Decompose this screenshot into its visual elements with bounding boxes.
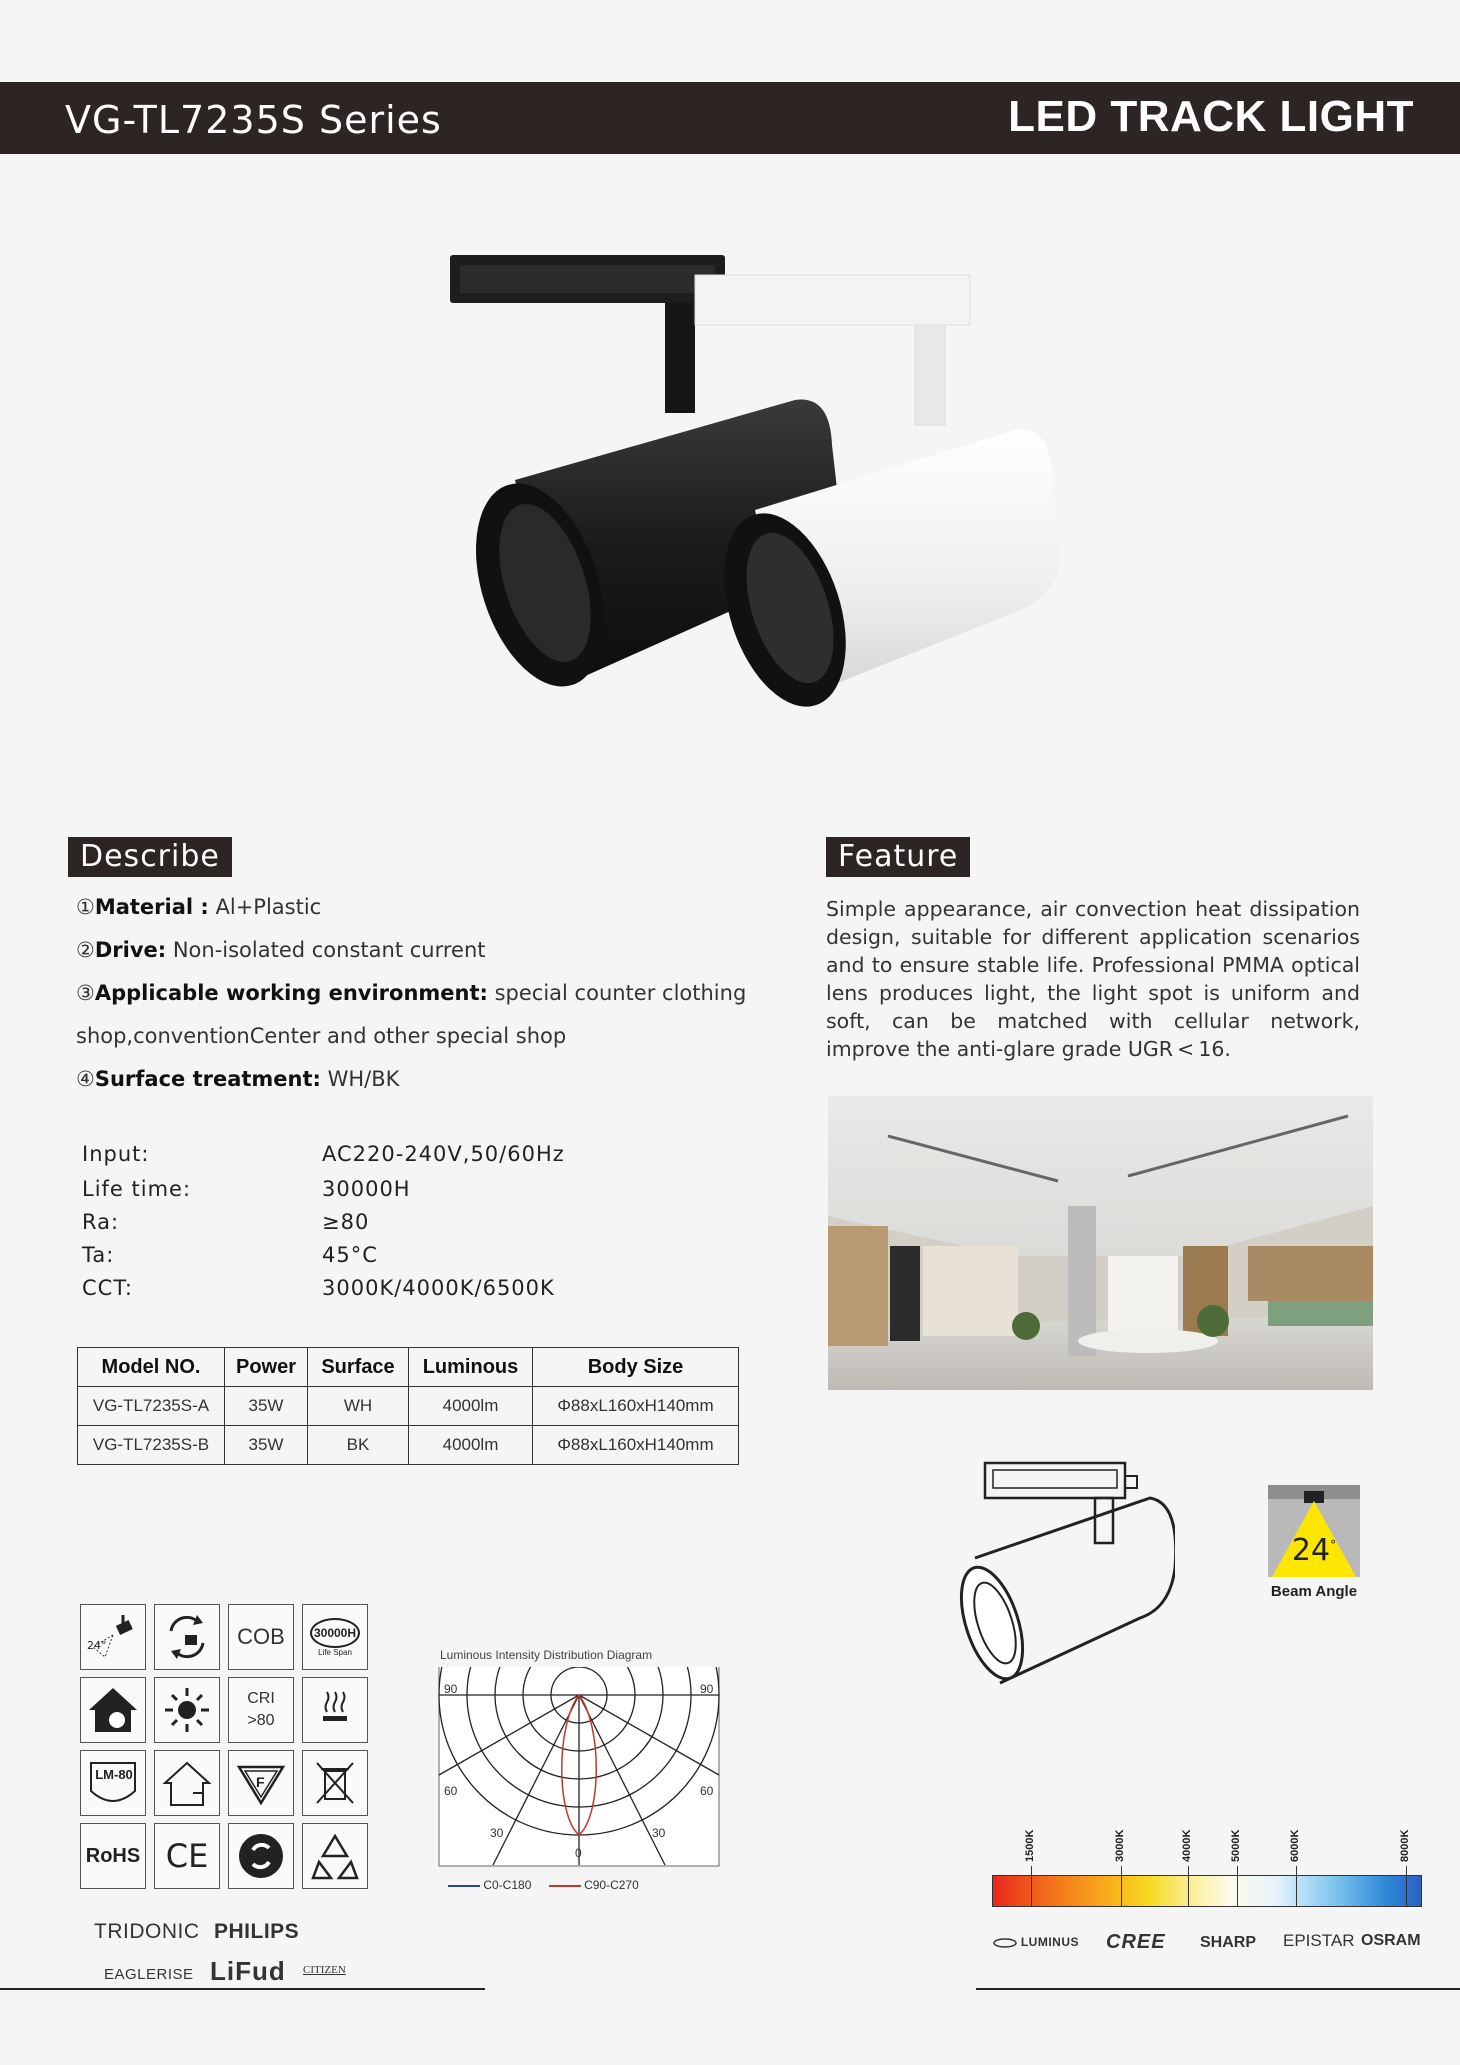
spec-ta-label: Ta: bbox=[82, 1243, 115, 1267]
describe-environment-cont: shop,conventionCenter and other special shop bbox=[76, 1024, 567, 1048]
legend-swatch-c0 bbox=[448, 1885, 480, 1887]
cct-mark: 4000K bbox=[1181, 1829, 1193, 1862]
beam-icon-text: 24° bbox=[87, 1639, 107, 1652]
footer-line-right bbox=[976, 1988, 1460, 1990]
luminus-logo-icon bbox=[993, 1938, 1017, 1948]
feature-heading: Feature bbox=[826, 837, 970, 877]
describe-environment: ③Applicable working environment: special counter clothing bbox=[76, 981, 747, 1005]
spec-input-value: AC220-240V,50/60Hz bbox=[322, 1142, 565, 1166]
cct-mark: 1500K bbox=[1024, 1829, 1036, 1862]
cell: VG-TL7235S-B bbox=[78, 1426, 225, 1465]
product-type-title: LED TRACK LIGHT bbox=[1008, 92, 1414, 141]
ce-icon: CE bbox=[154, 1823, 220, 1889]
brand-cree: CREE bbox=[1106, 1931, 1166, 1953]
svg-text:F: F bbox=[256, 1774, 265, 1790]
spec-life-value: 30000H bbox=[322, 1177, 411, 1201]
table-row bbox=[78, 1387, 739, 1426]
product-photo bbox=[400, 245, 1070, 715]
spec-ra-value: ≥80 bbox=[322, 1210, 370, 1234]
beam-angle-label: Beam Angle bbox=[1270, 1583, 1358, 1600]
footer-line-left bbox=[0, 1988, 485, 1990]
energy-saving-icon bbox=[228, 1823, 294, 1889]
legend-c90: C90-C270 bbox=[584, 1878, 639, 1892]
spec-cct-label: CCT: bbox=[82, 1276, 133, 1300]
spec-ta-value: 45°C bbox=[322, 1243, 378, 1267]
spec-ra-label: Ra: bbox=[82, 1210, 120, 1234]
spec-cct-value: 3000K/4000K/6500K bbox=[322, 1276, 555, 1300]
beam-spotlight-icon bbox=[80, 1604, 146, 1670]
cell: BK bbox=[308, 1426, 409, 1465]
sun-icon bbox=[154, 1677, 220, 1743]
col-luminous: Luminous bbox=[409, 1348, 533, 1387]
polar-angle: 0 bbox=[575, 1846, 582, 1860]
polar-legend bbox=[448, 1878, 639, 1892]
cell: 4000lm bbox=[409, 1426, 533, 1465]
rohs-icon: RoHS bbox=[80, 1823, 146, 1889]
polar-angle: 60 bbox=[444, 1784, 458, 1798]
cct-mark: 6000K bbox=[1289, 1829, 1301, 1862]
spec-input-label: Input: bbox=[82, 1142, 150, 1166]
cct-mark: 8000K bbox=[1399, 1829, 1411, 1862]
brand-tridonic: TRIDONIC bbox=[94, 1920, 200, 1943]
weee-bin-icon bbox=[302, 1750, 368, 1816]
feature-text: Simple appearance, air convection heat dissipation design, suitable for different application scenarios and to ensure stable life. Professional PMMA optical lens produces light, the light spot is uniform and soft, can be matched with cellular network, improve the anti-glare grade UGR < 16. bbox=[826, 897, 1360, 1061]
describe-material: ①Material : Al+Plastic bbox=[76, 895, 322, 919]
f-mark-icon bbox=[228, 1750, 294, 1816]
cct-mark: 5000K bbox=[1230, 1829, 1242, 1862]
table-header-row bbox=[78, 1348, 739, 1387]
brand-lifud: LiFud bbox=[210, 1956, 286, 1986]
cct-color-bar bbox=[992, 1875, 1422, 1907]
rotate-icon bbox=[154, 1604, 220, 1670]
polar-angle: 30 bbox=[490, 1826, 504, 1840]
describe-drive: ②Drive: Non-isolated constant current bbox=[76, 938, 486, 962]
cri-value: >80 bbox=[247, 1712, 275, 1729]
polar-angle: 90 bbox=[444, 1682, 458, 1696]
brand-epistar: EPISTAR bbox=[1283, 1931, 1355, 1950]
brand-philips: PHILIPS bbox=[214, 1920, 300, 1943]
legend-c0: C0-C180 bbox=[483, 1878, 532, 1892]
indoor-home-icon bbox=[80, 1677, 146, 1743]
lm80-icon bbox=[80, 1750, 146, 1816]
spec-life-label: Life time: bbox=[82, 1177, 192, 1201]
polar-title: Luminous Intensity Distribution Diagram bbox=[440, 1648, 653, 1662]
brand-osram: OSRAM bbox=[1361, 1932, 1421, 1949]
brand-eaglerise: EAGLERISE bbox=[104, 1966, 194, 1983]
indoor-use-icon bbox=[154, 1750, 220, 1816]
describe-heading: Describe bbox=[68, 837, 232, 877]
col-body-size: Body Size bbox=[533, 1348, 739, 1387]
cell: 35W bbox=[225, 1426, 308, 1465]
recycle-icon bbox=[302, 1823, 368, 1889]
cell: 35W bbox=[225, 1387, 308, 1426]
cri-icon bbox=[228, 1677, 294, 1743]
cri-label: CRI bbox=[247, 1690, 275, 1707]
lifespan-icon bbox=[302, 1604, 368, 1670]
polar-angle: 90 bbox=[700, 1682, 714, 1696]
col-power: Power bbox=[225, 1348, 308, 1387]
brand-citizen: CITIZEN bbox=[303, 1964, 346, 1976]
cell: WH bbox=[308, 1387, 409, 1426]
shop-interior-photo bbox=[828, 1096, 1373, 1390]
cob-icon: COB bbox=[228, 1604, 294, 1670]
polar-angle: 30 bbox=[652, 1826, 666, 1840]
cct-mark: 3000K bbox=[1114, 1829, 1126, 1862]
describe-surface: ④Surface treatment: WH/BK bbox=[76, 1067, 400, 1091]
product-line-drawing bbox=[955, 1458, 1175, 1688]
brand-luminus: LUMINUS bbox=[993, 1935, 1079, 1949]
table-row bbox=[78, 1426, 739, 1465]
series-title: VG-TL7235S Series bbox=[65, 98, 442, 142]
brand-sharp: SHARP bbox=[1200, 1934, 1257, 1951]
polar-angle: 60 bbox=[700, 1784, 714, 1798]
cell: VG-TL7235S-A bbox=[78, 1387, 225, 1426]
beam-angle-value: 24 bbox=[1291, 1533, 1331, 1568]
model-table bbox=[77, 1347, 739, 1465]
col-model: Model NO. bbox=[78, 1348, 225, 1387]
lm80-text: LM-80 bbox=[95, 1767, 133, 1782]
cell: Φ88xL160xH140mm bbox=[533, 1426, 739, 1465]
polar-diagram bbox=[438, 1665, 720, 1867]
cell: 4000lm bbox=[409, 1387, 533, 1426]
legend-swatch-c90 bbox=[549, 1885, 581, 1887]
beam-angle-icon bbox=[1268, 1485, 1360, 1577]
beam-angle-unit: ° bbox=[1330, 1538, 1337, 1552]
col-surface: Surface bbox=[308, 1348, 409, 1387]
lifespan-sub: Life Span bbox=[318, 1647, 352, 1657]
heat-icon bbox=[302, 1677, 368, 1743]
lifespan-value: 30000H bbox=[310, 1618, 360, 1648]
cell: Φ88xL160xH140mm bbox=[533, 1387, 739, 1426]
